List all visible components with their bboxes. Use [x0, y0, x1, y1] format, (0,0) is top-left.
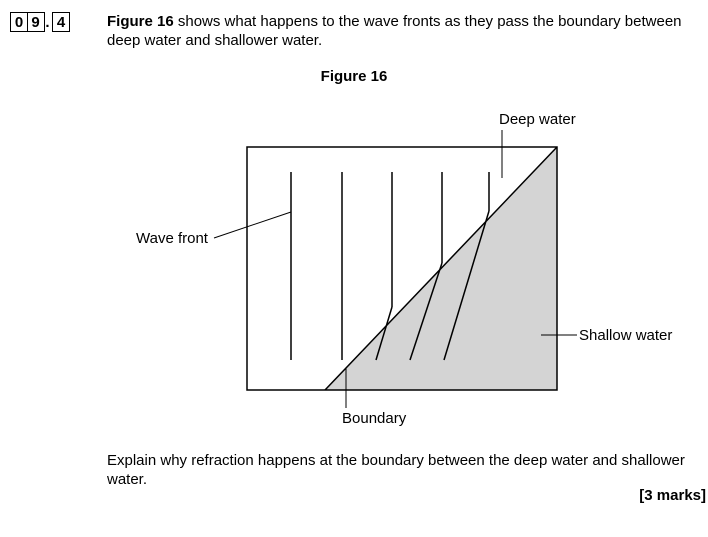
deep-water-label: Deep water — [499, 111, 576, 128]
figure-caption: Figure 16 — [320, 68, 388, 85]
question-prompt: Explain why refraction happens at the boundary between the deep water and shallower water. — [107, 452, 685, 488]
shallow-water-label: Shallow water — [579, 327, 673, 344]
question-number-digit: 9 — [27, 12, 45, 32]
marks-allocation: [3 marks] — [639, 487, 706, 504]
wave-front-leader — [214, 212, 291, 238]
figure-reference: Figure 16 — [107, 13, 174, 30]
question-number-digit: 0 — [10, 12, 28, 32]
question-number-digit: 4 — [52, 12, 70, 32]
question-number-separator: . — [45, 14, 50, 31]
boundary-label: Boundary — [342, 410, 407, 427]
question-intro-text: shows what happens to the wave fronts as they pass the boundary between deep water and shallower water. — [107, 13, 682, 49]
wave-front-label: Wave front — [136, 230, 208, 247]
